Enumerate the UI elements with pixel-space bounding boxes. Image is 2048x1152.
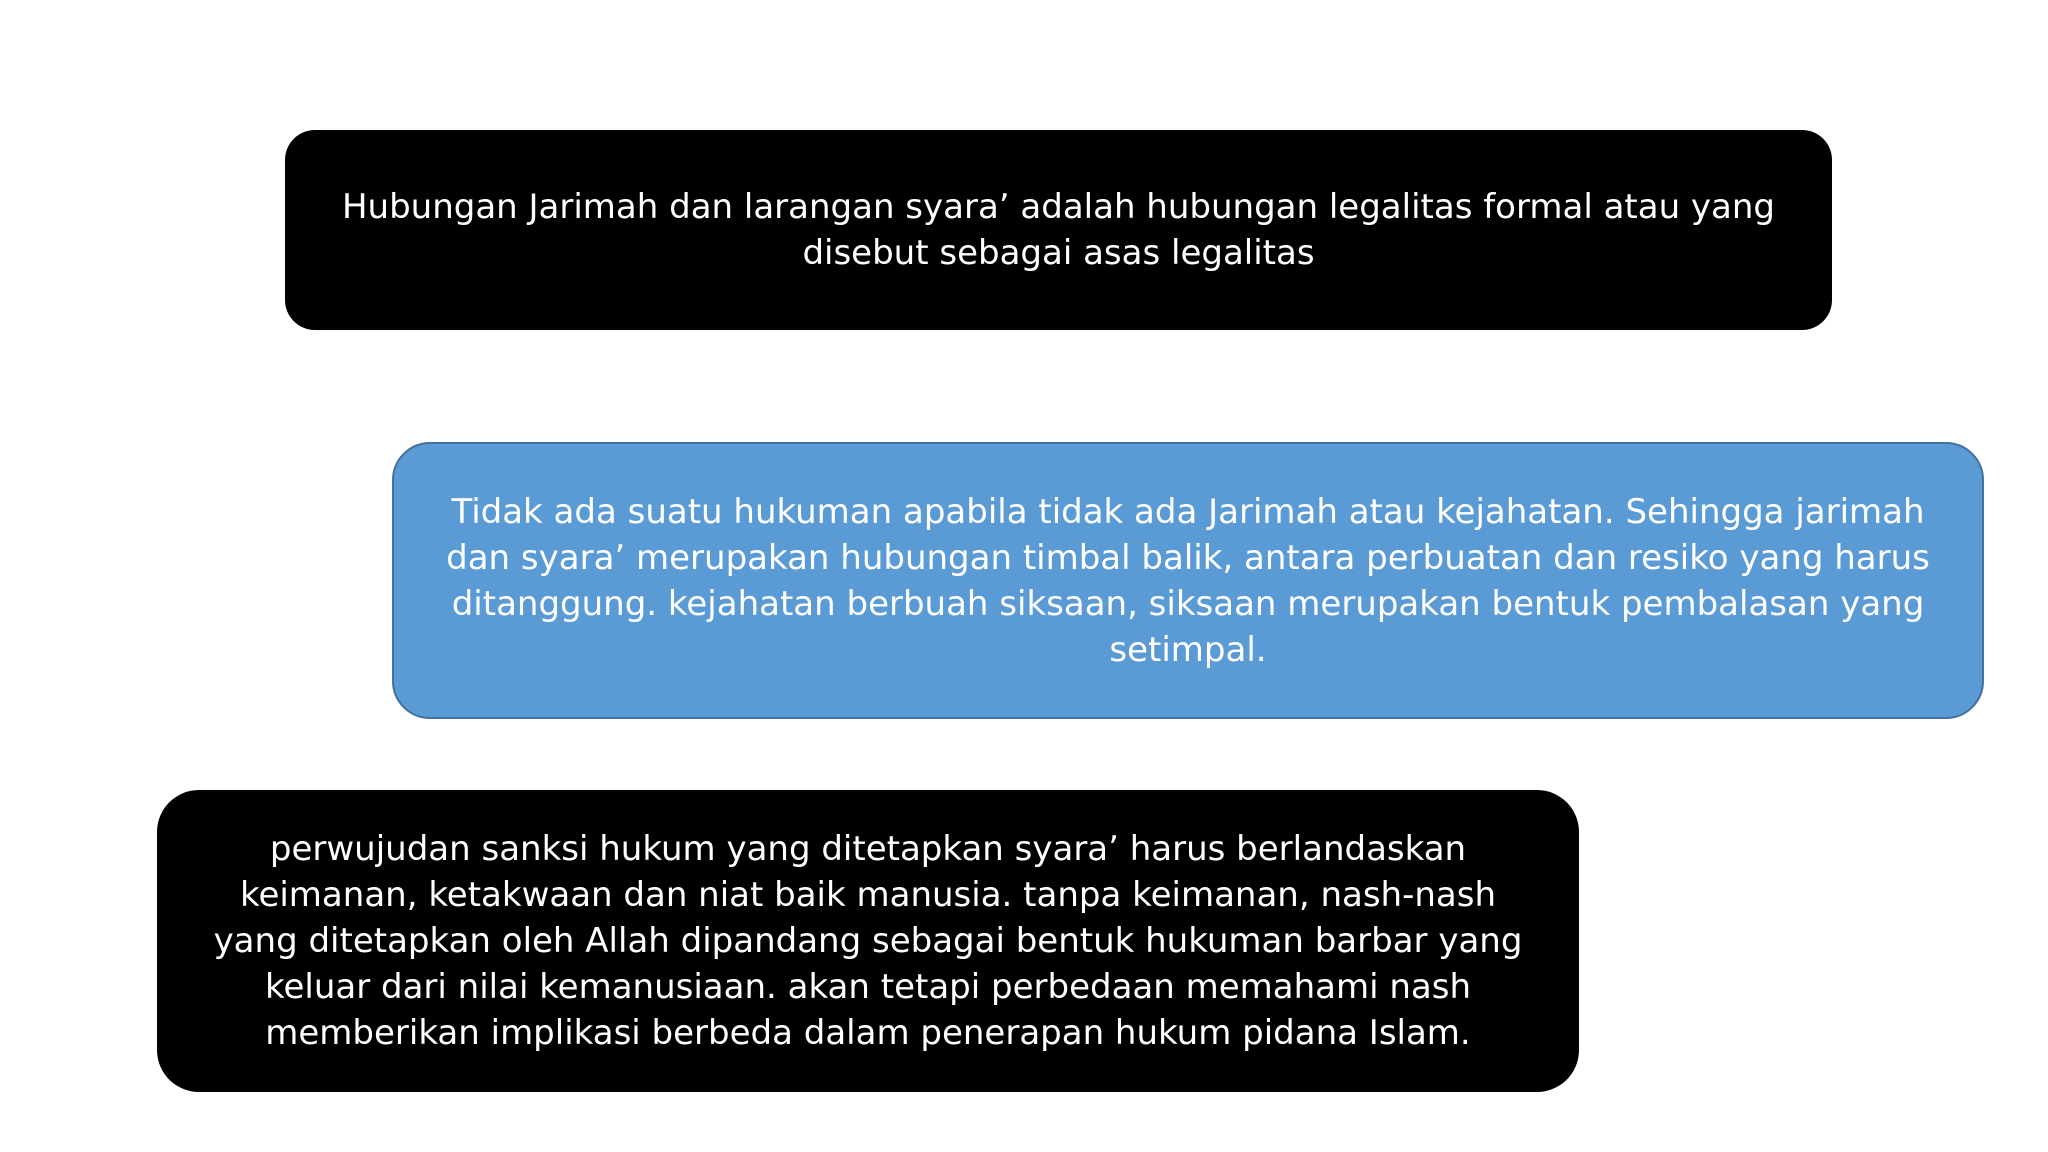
text-box-faith-basis	[157, 790, 1579, 1092]
text-box-legality-principle	[285, 130, 1832, 330]
text-box-faith-basis-text: perwujudan sanksi hukum yang ditetapkan syara’ harus berlandaskan keimanan, ketakwaan dan niat baik manusia. tanpa keimanan, nash-nash yang ditetapkan oleh Allah dipandang sebagai bentuk hukuman barbar yang keluar dari nilai kemanusiaan. akan tetapi perbedaan memahami nash memberikan implikasi berbeda dalam penerapan hukum pidana Islam.	[213, 829, 1523, 1053]
text-box-reciprocal-relation-text: Tidak ada suatu hukuman apabila tidak ada Jarimah atau kejahatan. Sehingga jarimah dan syara’ merupakan hubungan timbal balik, antara perbuatan dan resiko yang harus ditanggung. kejahatan berbuah siksaan, siksaan merupakan bentuk pembalasan yang setimpal.	[446, 491, 1930, 670]
text-box-reciprocal-relation	[392, 442, 1984, 719]
text-box-legality-principle-text: Hubungan Jarimah dan larangan syara’ adalah hubungan legalitas formal atau yang disebut sebagai asas legalitas	[341, 187, 1776, 273]
